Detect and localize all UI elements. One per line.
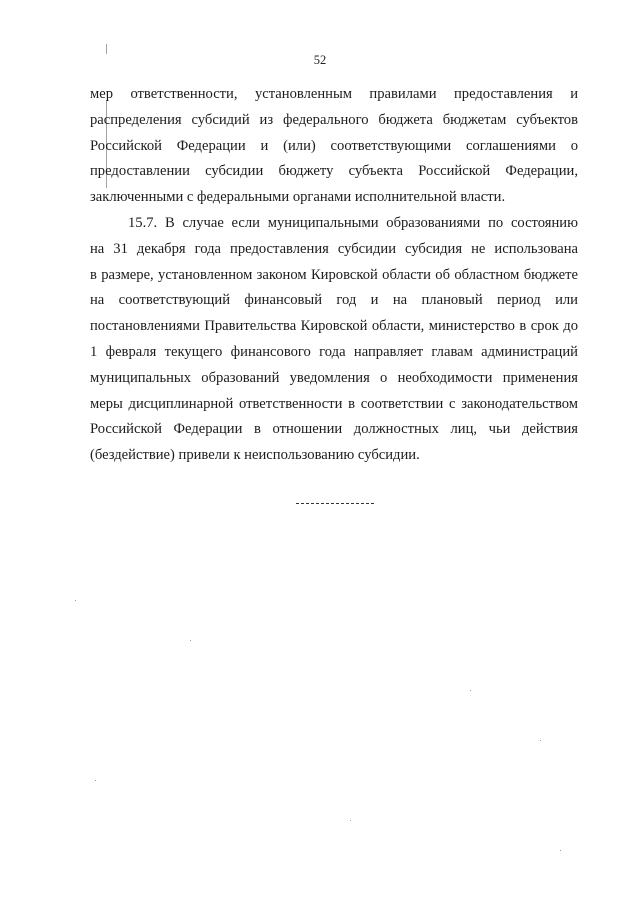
scan-artifact-mark (106, 44, 107, 54)
paragraph-15-7 (90, 211, 578, 469)
scan-speck (75, 600, 76, 601)
end-of-text-rule (296, 503, 374, 504)
scan-speck (95, 780, 96, 781)
text-line: муниципальных образований уведомления о необходимости применения (90, 369, 578, 386)
scan-speck (350, 820, 351, 821)
scan-speck (560, 850, 561, 851)
scan-speck (190, 640, 191, 641)
text-line: меры дисциплинарной ответственности в соответствии с законодательством (90, 395, 578, 412)
scan-speck (540, 740, 541, 741)
page-number: 52 (313, 53, 327, 67)
scan-speck (470, 690, 471, 691)
text-line: Российской Федерации и (или) соответствующими соглашениями о (90, 137, 578, 154)
text-line: на соответствующий финансовый год и на плановый период или (90, 292, 578, 309)
text-line: 1 февраля текущего финансового года направляет главам администраций (90, 343, 578, 360)
text-line: предоставлении субсидии бюджету субъекта Российской Федерации, (90, 163, 578, 180)
text-line: Российской Федерации в отношении должностных лиц, чьи действия (90, 421, 578, 438)
text-line: мер ответственности, установленным правилами предоставления и (90, 86, 578, 102)
text-line: 15.7. В случае если муниципальными образованиями по состоянию (128, 215, 578, 231)
text-line: распределения субсидий из федерального бюджета бюджетам субъектов (90, 111, 578, 128)
text-line: (бездействие) привели к неиспользованию субсидии. (90, 447, 420, 464)
text-line: постановлениями Правительства Кировской области, министерство в срок до (90, 318, 578, 335)
text-line: на 31 декабря года предоставления субсидии субсидия не использована (90, 240, 578, 257)
text-line: заключенными с федеральными органами исполнительной власти. (90, 189, 506, 206)
continuation-paragraph (90, 82, 578, 211)
text-line: в размере, установленном законом Кировской области об областном бюджете (90, 266, 578, 283)
